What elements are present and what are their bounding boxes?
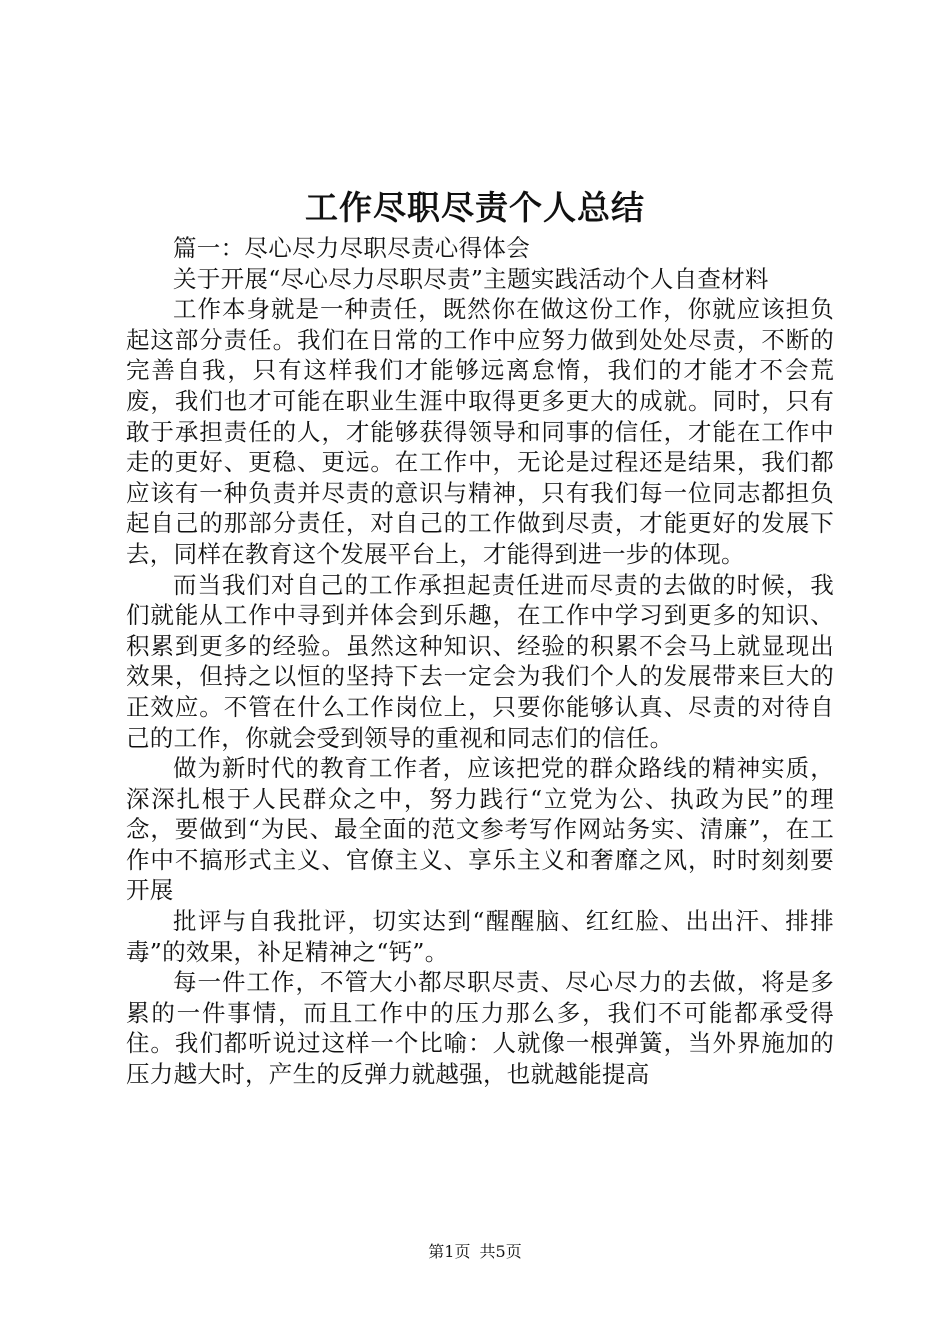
page-total: 共5页 — [479, 1242, 522, 1261]
paragraph: 而当我们对自己的工作承担起责任进而尽责的去做的时候，我们就能从工作中寻到并体会到乐趣，在工作中学习到更多的知识、积累到更多的经验。虽然这种知识、经验的积累不会马上就显现出效果，但持之以恒的坚持下去一定会为我们个人的发展带来巨大的正效应。不管在什么工作岗位上，只要你能够认真、尽责的对待自己的工作，你就会受到领导的重视和同志们的信任。 — [126, 570, 834, 752]
page-number: 第1页 — [428, 1242, 471, 1261]
paragraph: 每一件工作，不管大小都尽职尽责、尽心尽力的去做，将是多累的一件事情，而且工作中的压力那么多，我们不可能都承受得住。我们都听说过这样一个比喻：人就像一根弹簧，当外界施加的压力越大时，产生的反弹力就越强，也就越能提高 — [126, 968, 834, 1089]
paragraph: 做为新时代的教育工作者，应该把党的群众路线的精神实质，深深扎根于人民群众之中，努力践行“立党为公、执政为民”的理念，要做到“为民、最全面的范文参考写作网站务实、清廉”，在工作中不搞形式主义、官僚主义、享乐主义和奢靡之风，时时刻刻要开展 — [126, 754, 834, 905]
page-footer — [0, 1240, 950, 1264]
paragraph: 批评与自我批评，切实达到“醒醒脑、红红脸、出出汗、排排毒”的效果，补足精神之“钙”。 — [126, 907, 834, 966]
document-title: 工作尽职尽责个人总结 — [305, 188, 645, 227]
document-body — [126, 233, 834, 1090]
paragraph-section-heading: 篇一：尽心尽力尽职尽责心得体会 — [173, 234, 530, 262]
paragraph: 工作本身就是一种责任，既然你在做这份工作，你就应该担负起这部分责任。我们在日常的工作中应努力做到处处尽责，不断的完善自我，只有这样我们才能够远离怠惰，我们的才能才不会荒废，我们也才可能在职业生涯中取得更多更大的成就。同时，只有敢于承担责任的人，才能够获得领导和同事的信任，才能在工作中走的更好、更稳、更远。在工作中，无论是过程还是结果，我们都应该有一种负责并尽责的意识与精神，只有我们每一位同志都担负起自己的那部分责任，对自己的工作做到尽责，才能更好的发展下去，同样在教育这个发展平台上，才能得到进一步的体现。 — [126, 295, 834, 568]
paragraph-material-title: 关于开展“尽心尽力尽职尽责”主题实践活动个人自查材料 — [173, 264, 769, 293]
